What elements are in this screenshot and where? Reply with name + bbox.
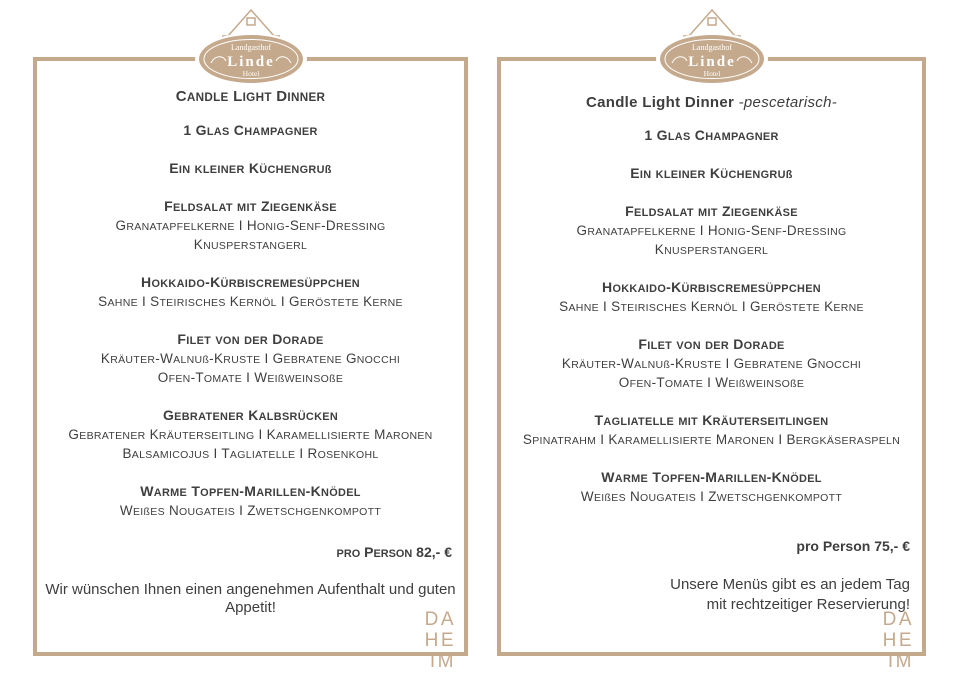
menu-card-right bbox=[497, 0, 926, 681]
hotel-logo bbox=[656, 5, 768, 90]
menu-section bbox=[39, 483, 462, 521]
menu-card-left bbox=[33, 0, 468, 681]
course-title: WARME TOPFEN-MARILLEN-KNÖDEL bbox=[601, 469, 822, 485]
course-title: HOKKAIDO-KÜRBISCREMESÜPPCHEN bbox=[141, 274, 360, 290]
course-detail: KRÄUTER-WALNUß-KRUSTE I GEBRATENE GNOCCHI bbox=[100, 351, 401, 366]
menu-section bbox=[39, 122, 462, 141]
logo-oval bbox=[656, 33, 768, 85]
menu-content bbox=[503, 94, 920, 615]
menu-section bbox=[503, 469, 920, 507]
course-title: WARME TOPFEN-MARILLEN-KNÖDEL bbox=[140, 483, 361, 499]
closing-note-line: Appetit! bbox=[225, 599, 276, 616]
price-line: pro Person 75,- € bbox=[796, 538, 910, 554]
menu-section bbox=[503, 412, 920, 450]
course-title: FELDSALAT MIT ZIEGENKÄSE bbox=[625, 203, 798, 219]
course-detail: WEIßES NOUGATEIS I ZWETSCHGENKOMPOTT bbox=[119, 503, 382, 518]
menu-title-text: Candle Light Dinner bbox=[585, 94, 735, 111]
menu-section bbox=[503, 127, 920, 146]
logo-establishment: Landgasthof bbox=[691, 43, 732, 52]
course-title: EIN KLEINER KÜCHENGRUß bbox=[169, 160, 332, 176]
course-title: GEBRATENER KALBSRÜCKEN bbox=[162, 407, 339, 423]
reservation-note-line: mit rechtzeitiger Reservierung! bbox=[706, 596, 910, 613]
logo-type: Hotel bbox=[703, 69, 720, 78]
course-title: FILET VON DER DORADE bbox=[638, 336, 785, 352]
logo-name: Linde bbox=[687, 54, 736, 70]
course-detail: KNUSPERSTANGERL bbox=[193, 237, 308, 252]
course-detail: SAHNE I STEIRISCHES KERNÖL I GERÖSTETE KERNE bbox=[98, 294, 403, 309]
menu-section bbox=[503, 203, 920, 260]
menu-section bbox=[39, 331, 462, 388]
course-detail: KNUSPERSTANGERL bbox=[654, 242, 769, 257]
course-detail: WEIßES NOUGATEIS I ZWETSCHGENKOMPOTT bbox=[580, 489, 843, 504]
course-title: TAGLIATELLE MIT KRÄUTERSEITLINGEN bbox=[594, 412, 829, 428]
logo-establishment: Landgasthof bbox=[230, 43, 271, 52]
course-detail: SPINATRAHM I KARAMELLISIERTE MARONEN I BERGKÄSERASPELN bbox=[522, 432, 901, 447]
menu-section bbox=[39, 274, 462, 312]
course-detail: GEBRATENER KRÄUTERSEITLING I KARAMELLISIERTE MARONEN bbox=[68, 427, 433, 442]
watermark-line: IM bbox=[887, 651, 914, 672]
watermark-line: IM bbox=[429, 651, 456, 672]
course-detail: GRANATAPFELKERNE I HONIG-SENF-DRESSING bbox=[576, 223, 847, 238]
watermark-line: HE bbox=[882, 630, 914, 651]
menu-content bbox=[39, 88, 462, 617]
reservation-note bbox=[503, 575, 920, 615]
menu-title: CANDLE LIGHT DINNER bbox=[175, 88, 326, 105]
menu-title-suffix: -pescetarisch- bbox=[738, 94, 838, 111]
course-detail: OFEN-TOMATE I WEIßWEINSOßE bbox=[618, 375, 805, 390]
course-detail: OFEN-TOMATE I WEIßWEINSOßE bbox=[157, 370, 344, 385]
daheim-watermark bbox=[883, 609, 914, 672]
course-detail: KRÄUTER-WALNUß-KRUSTE I GEBRATENE GNOCCHI bbox=[561, 356, 862, 371]
price-line: PRO PERSON 82,- € bbox=[336, 544, 452, 560]
logo-type: Hotel bbox=[242, 69, 259, 78]
menu-title bbox=[503, 94, 920, 111]
course-title: FELDSALAT MIT ZIEGENKÄSE bbox=[164, 198, 337, 214]
course-detail: SAHNE I STEIRISCHES KERNÖL I GERÖSTETE KERNE bbox=[559, 299, 864, 314]
watermark-line: HE bbox=[424, 630, 456, 651]
course-title: EIN KLEINER KÜCHENGRUß bbox=[630, 165, 793, 181]
closing-note bbox=[39, 581, 462, 617]
course-detail: BALSAMICOJUS I TAGLIATELLE I ROSENKOHL bbox=[122, 446, 379, 461]
reservation-note-line: Unsere Menüs gibt es an jedem Tag bbox=[670, 576, 910, 593]
menu-section bbox=[39, 160, 462, 179]
watermark-line: DA bbox=[424, 609, 456, 630]
hotel-logo bbox=[195, 5, 307, 90]
course-detail: GRANATAPFELKERNE I HONIG-SENF-DRESSING bbox=[115, 218, 386, 233]
course-title: FILET VON DER DORADE bbox=[177, 331, 324, 347]
course-title: 1 GLAS CHAMPAGNER bbox=[183, 122, 318, 138]
watermark-line: DA bbox=[882, 609, 914, 630]
logo-oval bbox=[195, 33, 307, 85]
daheim-watermark bbox=[425, 609, 456, 672]
closing-note-line: Wir wünschen Ihnen einen angenehmen Aufenthalt und guten bbox=[45, 581, 456, 598]
menu-section bbox=[39, 407, 462, 464]
menu-section bbox=[503, 279, 920, 317]
course-title: 1 GLAS CHAMPAGNER bbox=[644, 127, 779, 143]
menu-section bbox=[39, 198, 462, 255]
course-title: HOKKAIDO-KÜRBISCREMESÜPPCHEN bbox=[602, 279, 821, 295]
menu-section bbox=[503, 336, 920, 393]
menu-section bbox=[503, 165, 920, 184]
logo-name: Linde bbox=[226, 54, 275, 70]
